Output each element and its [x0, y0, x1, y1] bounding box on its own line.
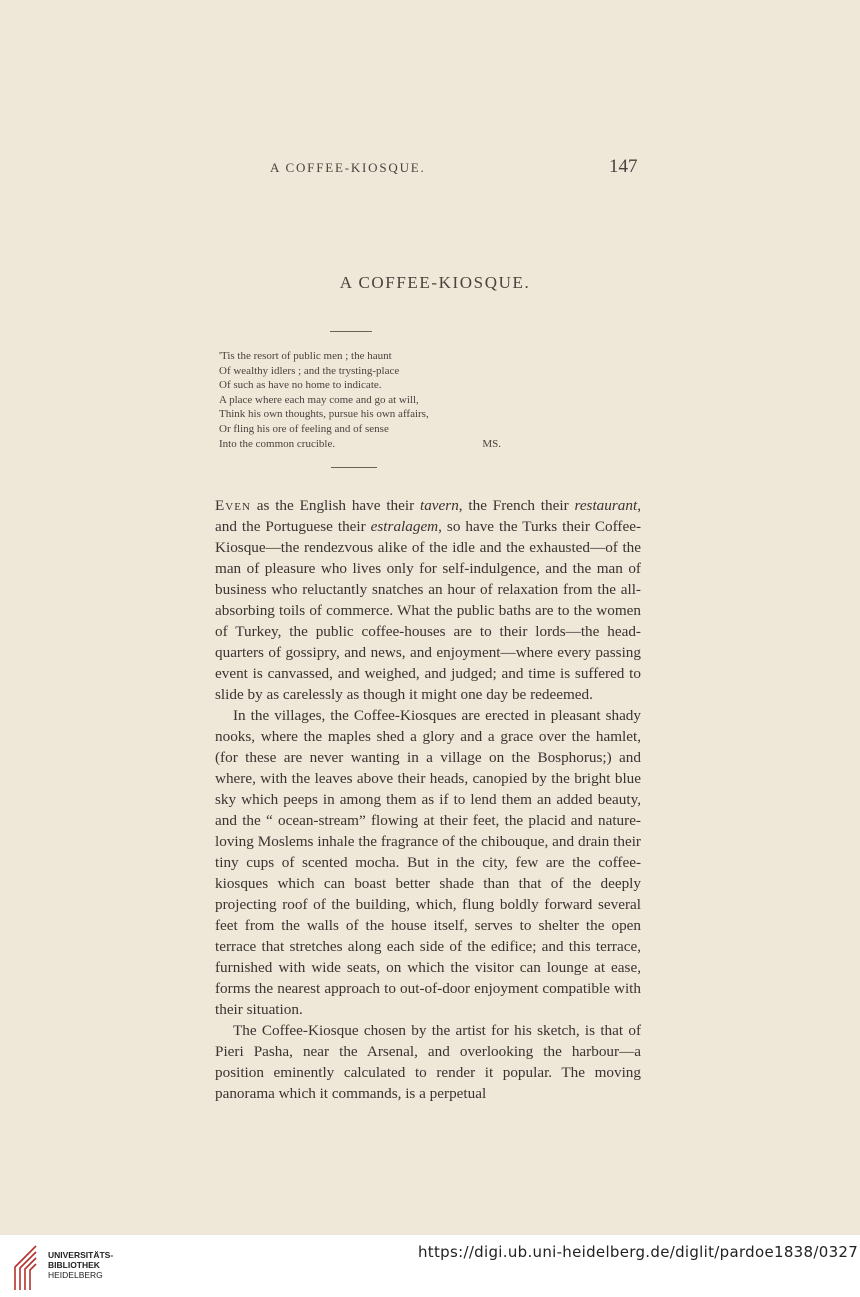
institution-name: [48, 1250, 113, 1280]
chapter-title: A COFFEE-KIOSQUE.: [339, 273, 531, 292]
epigraph-line: Think his own thoughts, pursue his own affairs,: [219, 408, 429, 421]
italic-estralagem: estralagem: [370, 518, 439, 535]
text-run: , so have the Turks their Coffee-Kiosque—the rendezvous alike of the idle and the exhausted—of the man of pleasure who lives only for self-indulgence, and the man of business who reluctantly snatches an hour of relaxation from the all-absorbing toils of commerce. What the public baths are to the women of Turkey, the public coffee-houses are to their lords—the head-quarters of gossipry, and news, and enjoyment—where every passing event is canvassed, and weighed, and judged; and time is suffered to slide by as carelessly as though it might one day be redeemed.: [215, 518, 641, 703]
running-head-title: A COFFEE-KIOSQUE.: [270, 160, 426, 175]
institution-line: HEIDELBERG: [48, 1270, 103, 1280]
permalink-url[interactable]: https://digi.ub.uni-heidelberg.de/diglit/pardoe1838/0327: [418, 1243, 859, 1261]
institution-line: UNIVERSITÄTS-: [48, 1250, 114, 1260]
epigraph-line: Of wealthy idlers ; and the trysting-place: [219, 364, 400, 377]
paragraph-1: [215, 495, 641, 705]
library-logo-icon: [10, 1243, 40, 1293]
italic-restaurant: restaurant: [574, 497, 638, 514]
running-head: [0, 156, 860, 178]
epigraph-line: Of such as have no home to indicate.: [219, 379, 382, 392]
epigraph-line: Or fling his ore of feeling and of sense: [219, 422, 389, 435]
epigraph: [219, 349, 509, 451]
body-text: [215, 495, 641, 1104]
epigraph-line: A place where each may come and go at will,: [219, 393, 419, 406]
divider-rule-bottom: [331, 467, 377, 468]
epigraph-last-row: [219, 437, 501, 452]
page-number: 147: [609, 156, 638, 177]
paragraph-3: The Coffee-Kiosque chosen by the artist for his sketch, is that of Pieri Pasha, near the Arsenal, and overlooking the harbour—a position eminently calculated to render it popular. The moving panorama which it commands, is a perpetual: [215, 1022, 641, 1102]
divider-rule-top: [330, 331, 372, 332]
epigraph-line: Into the common crucible.: [219, 437, 336, 450]
epigraph-attribution: MS.: [482, 437, 501, 450]
institution-line: BIBLIOTHEK: [48, 1260, 100, 1270]
text-run: , the French their: [458, 497, 575, 514]
italic-tavern: tavern: [419, 497, 459, 514]
text-run: as the English have their: [250, 497, 420, 514]
paragraph-2: In the villages, the Coffee-Kiosques are erected in pleasant shady nooks, where the maples shed a glory and a grace over the hamlet, (for these are never wanting in a village on the Bosphorus;) and where, with the leaves above their heads, canopied by the bright blue sky which peeps in among them as if to lend them an added beauty, and the “ ocean-stream” flowing at their feet, the placid and nature-loving Moslems inhale the fragrance of the chibouque, and drain their tiny cups of scented mocha. But in the city, few are the coffee-kiosques which can boast better shade than that of the deeply projecting roof of the building, which, flung boldly forward several feet from the walls of the house itself, serves to shelter the open terrace that stretches along each side of the edifice; and this terrace, furnished with wide seats, on which the visitor can lounge at ease, forms the nearest approach to out-of-door enjoyment compatible with their situation.: [215, 707, 641, 1018]
text-run: , and the Portuguese their: [215, 497, 641, 535]
opening-word: Even: [215, 497, 251, 514]
epigraph-line: 'Tis the resort of public men ; the haunt: [219, 350, 392, 362]
